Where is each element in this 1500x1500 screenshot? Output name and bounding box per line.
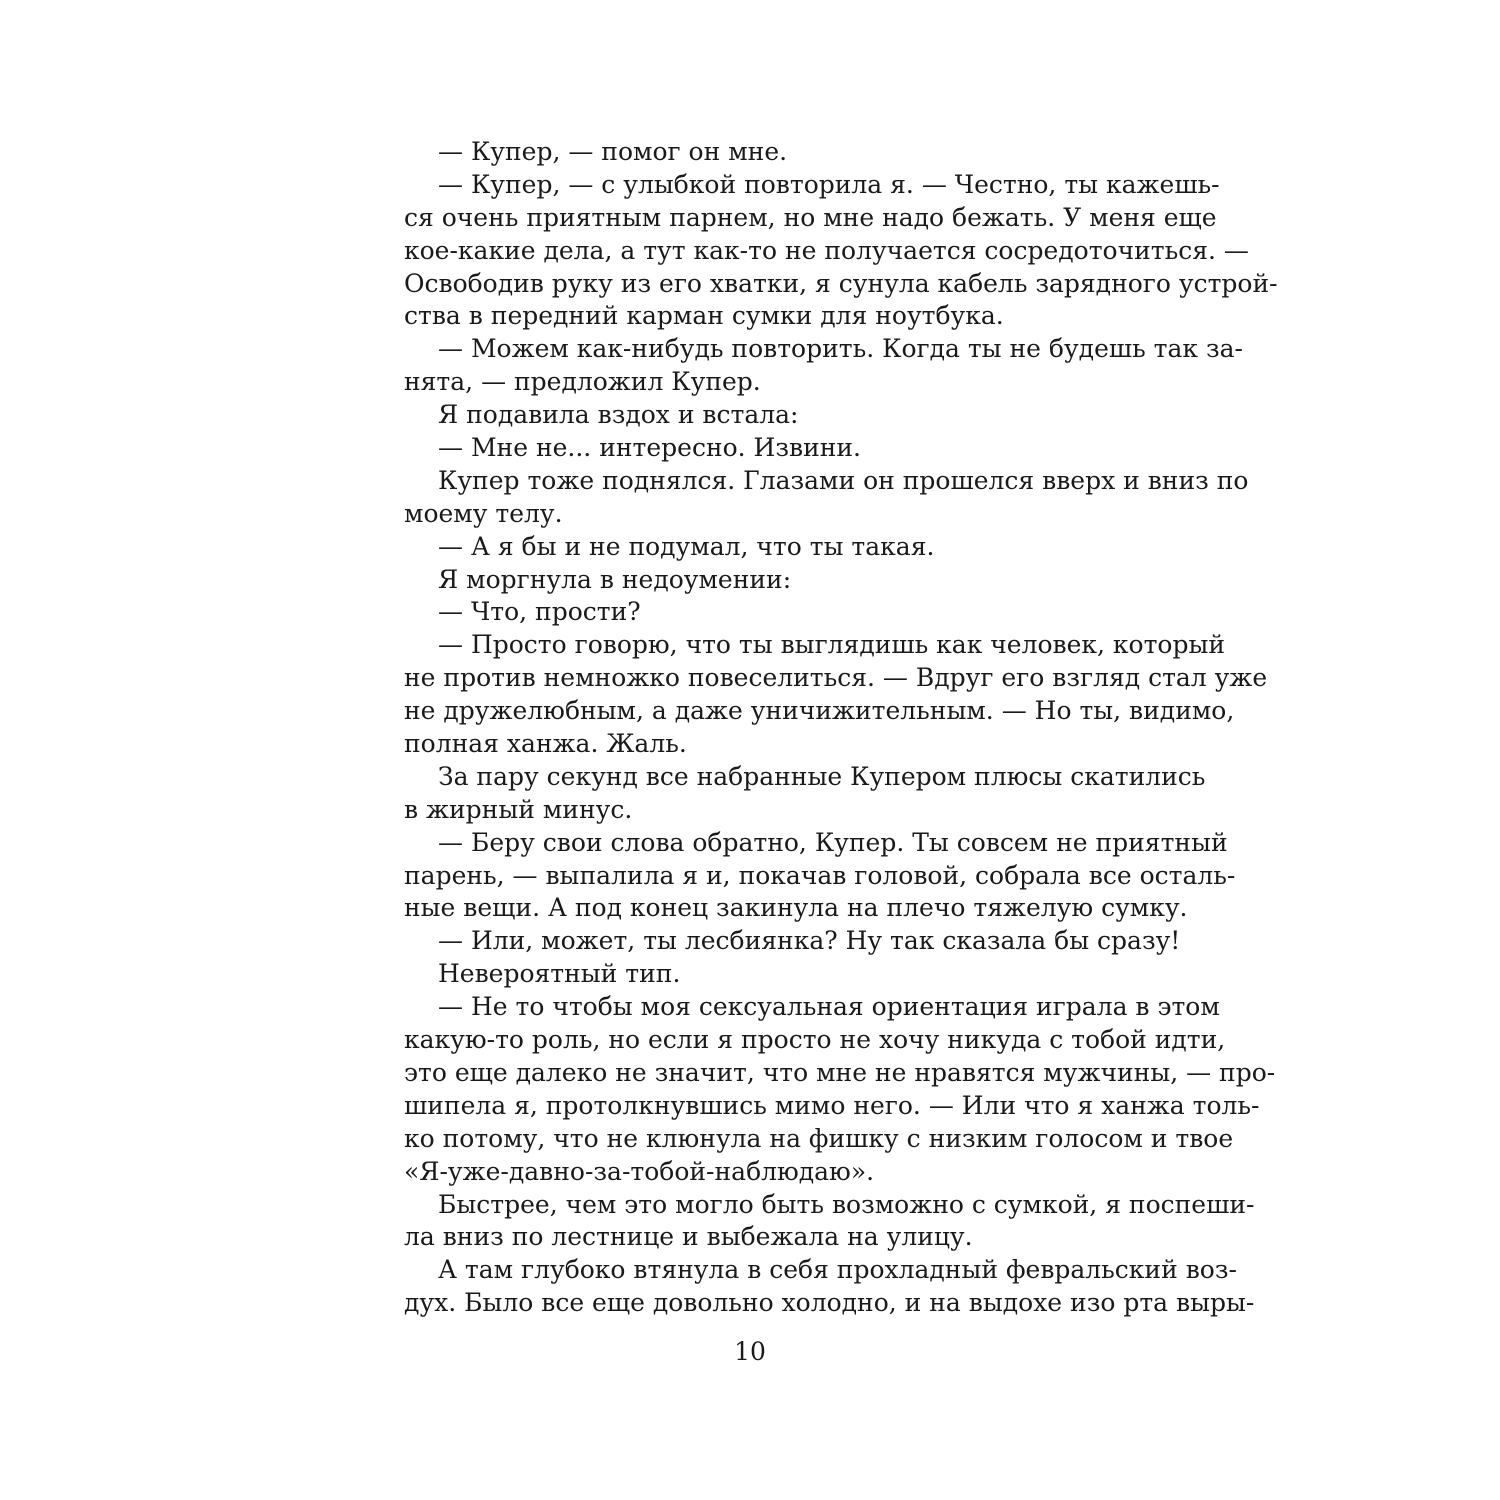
text-line: — Купер, — помог он мне. xyxy=(438,137,788,166)
text-line: какую-то роль, но если я просто не хочу никуда с тобой идти, xyxy=(404,1025,1226,1055)
text-line: — Просто говорю, что ты выглядишь как человек, который xyxy=(438,630,1226,660)
text-line: — Не то чтобы моя сексуальная ориентация играла в этом xyxy=(438,992,1220,1022)
text-line: Я подавила вздох и встала: xyxy=(438,400,799,430)
text-line: А там глубоко втянула в себя прохладный февральский воз- xyxy=(438,1255,1237,1285)
text-line: кое-какие дела, а тут как-то не получается сосредоточиться. — xyxy=(404,235,1249,265)
text-line: ства в передний карман сумки для ноутбука. xyxy=(404,301,1004,331)
text-line: ные вещи. А под конец закинула на плечо тяжелую сумку. xyxy=(404,893,1188,923)
text-line: полная ханжа. Жаль. xyxy=(404,729,687,759)
text-line: — А я бы и не подумал, что ты такая. xyxy=(438,531,935,561)
text-line: Освободив руку из его хватки, я сунула кабель зарядного устрой- xyxy=(404,268,1278,298)
text-line: — Мне не... интересно. Извини. xyxy=(438,433,861,463)
text-line: парень, — выпалила я и, покачав головой, собрала все осталь- xyxy=(404,860,1236,890)
text-line: нята, — предложил Купер. xyxy=(404,367,761,397)
text-line: Быстрее, чем это могло быть возможно с сумкой, я поспеши- xyxy=(438,1189,1255,1219)
text-line: в жирный минус. xyxy=(404,794,633,824)
text-line: не дружелюбным, а даже уничижительным. — Но ты, видимо, xyxy=(404,696,1235,726)
text-line: Купер тоже поднялся. Глазами он прошелся вверх и вниз по xyxy=(438,465,1249,495)
text-line: — Можем как-нибудь повторить. Когда ты не будешь так за- xyxy=(438,334,1243,364)
text-line: — Что, прости? xyxy=(438,597,641,627)
text-line: ла вниз по лестнице и выбежала на улицу. xyxy=(404,1222,973,1252)
text-line: — Беру свои слова обратно, Купер. Ты совсем не приятный xyxy=(438,827,1228,857)
page-number: 10 xyxy=(734,1337,766,1366)
text-line: — Купер, — с улыбкой повторила я. — Честно, ты кажешь- xyxy=(438,169,1220,199)
text-line: «Я-уже-давно-за-тобой-наблюдаю». xyxy=(404,1156,875,1186)
body-text xyxy=(404,136,1278,1320)
text-line: это еще далеко не значит, что мне не нравятся мужчины, — про- xyxy=(404,1057,1276,1087)
text-line: моему телу. xyxy=(404,498,563,528)
text-line: не против немножко повеселиться. — Вдруг его взгляд стал уже xyxy=(404,663,1268,693)
text-line: Невероятный тип. xyxy=(438,959,681,989)
text-line: шипела я, протолкнувшись мимо него. — Или что я ханжа толь- xyxy=(404,1090,1260,1120)
text-line: Я моргнула в недоумении: xyxy=(438,564,792,594)
text-line: ся очень приятным парнем, но мне надо бежать. У меня еще xyxy=(404,202,1217,232)
text-line: дух. Было все еще довольно холодно, и на выдохе изо рта выры- xyxy=(404,1288,1255,1318)
text-line: ко потому, что не клюнула на фишку с низким голосом и твое xyxy=(404,1123,1234,1153)
text-line: — Или, может, ты лесбиянка? Ну так сказала бы сразу! xyxy=(438,926,1181,956)
text-line: За пару секунд все набранные Купером плюсы скатились xyxy=(438,761,1206,791)
